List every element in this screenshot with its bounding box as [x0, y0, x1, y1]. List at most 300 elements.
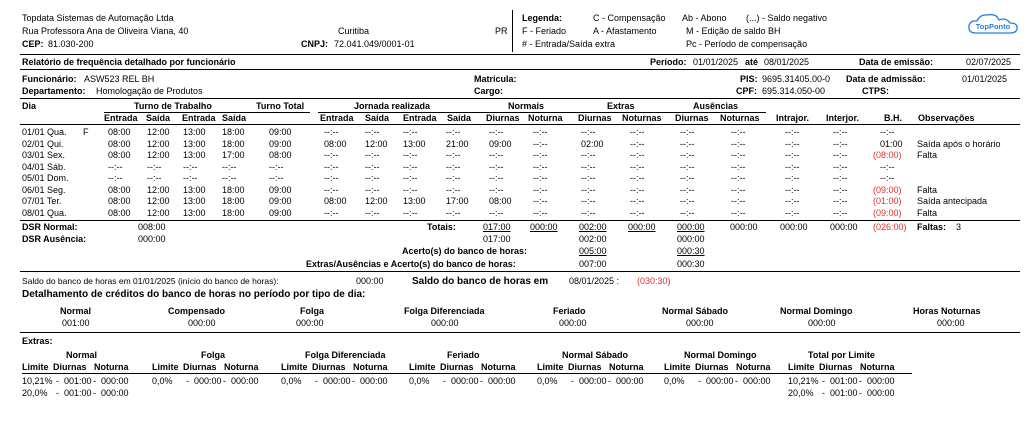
extras-dash: -: [315, 376, 318, 386]
row-extras-noturnas: --:--: [630, 150, 645, 160]
saldo-label: Saldo do banco de horas em: [412, 276, 549, 287]
row-jornada-cell: --:--: [324, 173, 339, 183]
extras-sub-header: Diurnas: [695, 362, 729, 372]
row-jornada-cell: --:--: [403, 150, 418, 160]
admissao-label: Data de admissão:: [846, 74, 926, 84]
row-bh: (09:00): [873, 208, 902, 218]
faltas-value: 3: [956, 222, 962, 232]
row-day: 05/01 Dom.: [22, 173, 69, 183]
row-turno-cell: 12:00: [147, 139, 170, 149]
row-aus-diurnas: --:--: [680, 139, 695, 149]
row-normais-noturnas: --:--: [533, 150, 548, 160]
row-normais-diurnas: --:--: [489, 208, 504, 218]
extras-dash: -: [822, 376, 825, 386]
subheader-cell: Saída: [365, 113, 390, 123]
legend-item: Pc - Período de compensação: [686, 39, 808, 49]
row-turno-cell: 12:00: [147, 196, 170, 206]
row-interjor: --:--: [833, 173, 848, 183]
row-turno-total: 09:00: [269, 196, 292, 206]
legend-item: (...) - Saldo negativo: [746, 13, 828, 23]
extras-sub-header: Limite: [788, 362, 815, 372]
row-extras-noturnas: --:--: [630, 127, 645, 137]
extras-sub-header: Noturna: [609, 362, 644, 372]
subheader-cell: Saída: [222, 113, 247, 123]
row-bh: 01:00: [880, 139, 903, 149]
row-turno-cell: --:--: [147, 173, 162, 183]
row-intrajor: --:--: [785, 139, 800, 149]
extras-dash: -: [859, 376, 862, 386]
extras-dash: -: [443, 376, 446, 386]
total-aus-noturnas: 000:00: [730, 222, 758, 232]
subheader-cell: Noturna: [528, 113, 563, 123]
cpf-value: 695.314.050-00: [762, 86, 826, 96]
row-normais-noturnas: --:--: [533, 162, 548, 172]
row-jornada-cell: --:--: [365, 208, 380, 218]
extras-noturna: 000:00: [101, 376, 129, 386]
company-state: PR: [495, 26, 508, 36]
row-intrajor: --:--: [785, 208, 800, 218]
total-extras-2: 002:00: [579, 234, 607, 244]
row-turno-cell: 12:00: [147, 150, 170, 160]
row-day: 04/01 Sáb.: [22, 162, 66, 172]
row-extras-noturnas: --:--: [630, 173, 645, 183]
subheader-cell: Intrajor.: [776, 113, 810, 123]
det-col-value: 000:00: [296, 318, 324, 328]
extras-limite: 0,0%: [409, 376, 430, 386]
row-interjor: --:--: [833, 196, 848, 206]
det-col-value: 000:00: [808, 318, 836, 328]
saldo-inicio-value: 000:00: [356, 276, 384, 286]
total-extras-diurnas: 002:00: [579, 222, 607, 232]
subheader-cell: Entrada: [320, 113, 354, 123]
row-bh: (08:00): [873, 150, 902, 160]
row-aus-noturnas: --:--: [731, 208, 746, 218]
row-turno-total: 09:00: [269, 139, 292, 149]
row-aus-noturnas: --:--: [731, 173, 746, 183]
extras-noturna: 000:00: [488, 376, 516, 386]
hdr-dia: Dia: [22, 101, 37, 111]
legend-item: # - Entrada/Saída extra: [522, 39, 616, 49]
pis-label: PIS:: [740, 74, 758, 84]
legend-item: M - Edição de saldo BH: [686, 26, 781, 36]
row-jornada-cell: 13:00: [403, 139, 426, 149]
func-value: ASW523 REL BH: [84, 74, 155, 84]
row-intrajor: --:--: [785, 173, 800, 183]
det-col-value: 000:00: [686, 318, 714, 328]
pis-value: 9695.31405.00-0: [762, 74, 831, 84]
extras-diurnas: 000:00: [194, 376, 222, 386]
row-bh: --:--: [880, 162, 895, 172]
subheader-cell: Diurnas: [675, 113, 709, 123]
row-extras-diurnas: 02:00: [581, 139, 604, 149]
row-normais-noturnas: --:--: [533, 196, 548, 206]
row-jornada-cell: --:--: [446, 185, 461, 195]
saldo-inicio-label: Saldo do banco de horas em 01/01/2025 (início do banco de horas):: [22, 276, 279, 286]
row-jornada-cell: --:--: [446, 208, 461, 218]
extras-dash: -: [93, 388, 96, 398]
extras-dash: -: [56, 376, 59, 386]
logo-text: TopPonto: [975, 22, 1011, 31]
subheader-cell: Noturnas: [720, 113, 760, 123]
extras-group-header: Normal Sábado: [562, 350, 629, 360]
row-aus-diurnas: --:--: [680, 162, 695, 172]
row-aus-noturnas: --:--: [731, 162, 746, 172]
row-jornada-cell: --:--: [365, 162, 380, 172]
row-obs: Saída antecipada: [917, 196, 988, 206]
row-aus-diurnas: --:--: [680, 208, 695, 218]
row-jornada-cell: --:--: [324, 185, 339, 195]
extras-group-header: Total por Limite: [808, 350, 875, 360]
dept-value: Homologação de Produtos: [96, 86, 203, 96]
row-jornada-cell: --:--: [365, 173, 380, 183]
row-turno-cell: 12:00: [147, 127, 170, 137]
row-turno-cell: 08:00: [108, 185, 131, 195]
det-col-header: Normal Sábado: [662, 306, 729, 316]
row-turno-total: --:--: [269, 173, 284, 183]
extras-limite: 10,21%: [788, 376, 819, 386]
extras-dash: -: [698, 376, 701, 386]
row-jornada-cell: --:--: [403, 127, 418, 137]
row-aus-noturnas: --:--: [731, 150, 746, 160]
hdr-jornada: Jornada realizada: [354, 101, 431, 111]
det-col-value: 000:00: [188, 318, 216, 328]
total-aus-diurnas: 000:00: [677, 222, 705, 232]
row-turno-cell: 17:00: [222, 150, 245, 160]
saldo-value: (030:30): [637, 276, 671, 286]
row-jornada-cell: --:--: [446, 162, 461, 172]
row-normais-noturnas: --:--: [533, 173, 548, 183]
subheader-cell: Entrada: [403, 113, 437, 123]
extras-sub-header: Noturna: [224, 362, 259, 372]
cep-label: CEP:: [22, 39, 44, 49]
row-flag: F: [83, 127, 89, 137]
hdr-ausencias: Ausências: [693, 101, 739, 111]
extras-sub-header: Limite: [664, 362, 691, 372]
total-extras-noturnas: 000:00: [628, 222, 656, 232]
row-day: 07/01 Ter.: [22, 196, 62, 206]
admissao-value: 01/01/2025: [962, 74, 1008, 84]
subheader-cell: Entrada: [182, 113, 216, 123]
row-intrajor: --:--: [785, 196, 800, 206]
emission-label: Data de emissão:: [859, 57, 934, 67]
extras-group-header: Normal: [66, 350, 98, 360]
row-aus-noturnas: --:--: [731, 185, 746, 195]
row-normais-noturnas: --:--: [533, 185, 548, 195]
row-jornada-cell: --:--: [403, 162, 418, 172]
row-turno-cell: --:--: [147, 162, 162, 172]
row-extras-noturnas: --:--: [630, 185, 645, 195]
row-jornada-cell: 21:00: [446, 139, 469, 149]
cnpj-label: CNPJ:: [301, 39, 329, 49]
total-bh: (026:00): [873, 222, 907, 232]
extras-sub-header: Diurnas: [440, 362, 474, 372]
legend-item: Ab - Abono: [682, 13, 727, 23]
extras-sub-header: Diurnas: [183, 362, 217, 372]
extras-noturna: 000:00: [743, 376, 771, 386]
extras-sub-header: Noturna: [353, 362, 388, 372]
company-street: Rua Professora Ana de Oliveira Viana, 40: [22, 26, 189, 36]
row-turno-cell: 18:00: [222, 185, 245, 195]
row-extras-noturnas: --:--: [630, 162, 645, 172]
row-extras-diurnas: --:--: [581, 162, 596, 172]
legend-item: C - Compensação: [593, 13, 666, 23]
row-turno-cell: --:--: [108, 173, 123, 183]
row-jornada-cell: 12:00: [365, 196, 388, 206]
cnpj-value: 72.041.049/0001-01: [334, 39, 415, 49]
extras-diurnas: 001:00: [830, 388, 858, 398]
row-interjor: --:--: [833, 150, 848, 160]
det-col-header: Normal Domingo: [780, 306, 853, 316]
extras-limite: 20,0%: [788, 388, 814, 398]
extras-limite: 20,0%: [22, 388, 48, 398]
row-turno-cell: 13:00: [183, 150, 206, 160]
subheader-cell: Interjor.: [826, 113, 860, 123]
subheader-cell: Saída: [146, 113, 171, 123]
row-turno-cell: 08:00: [108, 127, 131, 137]
row-interjor: --:--: [833, 208, 848, 218]
row-intrajor: --:--: [785, 185, 800, 195]
row-turno-cell: 18:00: [222, 196, 245, 206]
acerto-label: Acerto(s) do banco de horas:: [402, 246, 528, 256]
ea-extras: 007:00: [579, 259, 607, 269]
row-normais-noturnas: --:--: [533, 139, 548, 149]
extras-noturna: 000:00: [360, 376, 388, 386]
total-normais-diurnas: 017:00: [483, 222, 511, 232]
det-col-value: 001:00: [62, 318, 90, 328]
row-turno-cell: --:--: [222, 162, 237, 172]
row-turno-cell: 12:00: [147, 208, 170, 218]
row-aus-noturnas: --:--: [731, 139, 746, 149]
extras-dash: -: [822, 388, 825, 398]
extras-dash: -: [608, 376, 611, 386]
row-aus-noturnas: --:--: [731, 196, 746, 206]
extras-group-header: Normal Domingo: [684, 350, 757, 360]
row-aus-diurnas: --:--: [680, 196, 695, 206]
extras-sub-header: Limite: [537, 362, 564, 372]
extras-diurnas: 001:00: [64, 388, 92, 398]
row-turno-cell: 13:00: [183, 208, 206, 218]
dept-label: Departamento:: [22, 86, 86, 96]
matricula-label: Matricula:: [474, 74, 517, 84]
period-to: 08/01/2025: [764, 57, 810, 67]
report-title: Relatório de frequência detalhado por funcionário: [22, 57, 236, 67]
row-jornada-cell: --:--: [365, 185, 380, 195]
extras-limite: 0,0%: [152, 376, 173, 386]
row-turno-total: 09:00: [269, 185, 292, 195]
row-jornada-cell: --:--: [403, 185, 418, 195]
row-aus-noturnas: --:--: [731, 127, 746, 137]
total-normais-2: 017:00: [483, 234, 511, 244]
subheader-cell: Diurnas: [486, 113, 520, 123]
row-normais-diurnas: --:--: [489, 173, 504, 183]
ea-label: Extras/Ausências e Acerto(s) do banco de horas:: [306, 259, 516, 269]
row-turno-total: 09:00: [269, 127, 292, 137]
row-turno-cell: --:--: [108, 162, 123, 172]
row-obs: Falta: [917, 185, 938, 195]
extras-sub-header: Diurnas: [53, 362, 87, 372]
cep-value: 81.030-200: [48, 39, 94, 49]
row-turno-cell: 18:00: [222, 127, 245, 137]
emission-date: 02/07/2025: [966, 57, 1012, 67]
row-normais-diurnas: --:--: [489, 127, 504, 137]
row-jornada-cell: --:--: [324, 162, 339, 172]
row-turno-cell: --:--: [222, 173, 237, 183]
extras-sub-header: Limite: [281, 362, 308, 372]
row-normais-diurnas: 09:00: [489, 139, 512, 149]
extras-diurnas: 001:00: [830, 376, 858, 386]
row-turno-cell: --:--: [183, 162, 198, 172]
det-col-header: Feriado: [553, 306, 586, 316]
row-extras-noturnas: --:--: [630, 208, 645, 218]
row-normais-noturnas: --:--: [533, 127, 548, 137]
row-aus-diurnas: --:--: [680, 173, 695, 183]
extras-dash: -: [223, 376, 226, 386]
subheader-cell: Noturnas: [622, 113, 662, 123]
row-jornada-cell: --:--: [365, 127, 380, 137]
row-extras-diurnas: --:--: [581, 208, 596, 218]
extras-limite: 0,0%: [664, 376, 685, 386]
row-turno-cell: 08:00: [108, 196, 131, 206]
extras-dash: -: [571, 376, 574, 386]
row-day: 02/01 Qui.: [22, 139, 64, 149]
legend-item: F - Feriado: [522, 26, 567, 36]
dsr-aus-label: DSR Ausência:: [22, 234, 87, 244]
row-jornada-cell: 08:00: [324, 196, 347, 206]
row-interjor: --:--: [833, 162, 848, 172]
row-day: 03/01 Sex.: [22, 150, 66, 160]
row-turno-cell: 18:00: [222, 208, 245, 218]
legend-item: A - Afastamento: [593, 26, 657, 36]
row-turno-total: 08:00: [269, 150, 292, 160]
row-obs: Falta: [917, 150, 938, 160]
company-name: Topdata Sistemas de Automação Ltda: [22, 13, 174, 23]
extras-diurnas: 000:00: [323, 376, 351, 386]
row-turno-total: --:--: [269, 162, 284, 172]
extras-limite: 0,0%: [537, 376, 558, 386]
row-extras-diurnas: --:--: [581, 185, 596, 195]
row-normais-diurnas: 08:00: [489, 196, 512, 206]
row-jornada-cell: --:--: [446, 173, 461, 183]
row-normais-diurnas: --:--: [489, 150, 504, 160]
detalhamento-title: Detalhamento de créditos do banco de horas no período por tipo de dia:: [22, 289, 366, 300]
row-interjor: --:--: [833, 127, 848, 137]
row-jornada-cell: 12:00: [365, 139, 388, 149]
row-bh: (01:00): [873, 196, 902, 206]
extras-noturna: 000:00: [867, 388, 895, 398]
row-extras-diurnas: --:--: [581, 196, 596, 206]
subheader-cell: B.H.: [884, 113, 902, 123]
period-from: 01/01/2025: [693, 57, 739, 67]
row-normais-diurnas: --:--: [489, 185, 504, 195]
row-extras-diurnas: --:--: [581, 173, 596, 183]
extras-noturna: 000:00: [867, 376, 895, 386]
hdr-extras: Extras: [607, 101, 635, 111]
row-extras-noturnas: --:--: [630, 139, 645, 149]
row-turno-cell: 13:00: [183, 139, 206, 149]
row-jornada-cell: 13:00: [403, 196, 426, 206]
cpf-label: CPF:: [736, 86, 757, 96]
extras-noturna: 000:00: [231, 376, 259, 386]
extras-group-header: Folga Diferenciada: [305, 350, 386, 360]
det-col-value: 000:00: [559, 318, 587, 328]
row-jornada-cell: --:--: [403, 173, 418, 183]
row-interjor: --:--: [833, 139, 848, 149]
extras-limite: 10,21%: [22, 376, 53, 386]
det-col-header: Folga: [300, 306, 324, 316]
extras-group-header: Feriado: [447, 350, 480, 360]
dsr-normal-label: DSR Normal:: [22, 222, 78, 232]
row-normais-noturnas: --:--: [533, 208, 548, 218]
row-day: 08/01 Qua.: [22, 208, 67, 218]
row-turno-cell: --:--: [183, 173, 198, 183]
extras-limite: 0,0%: [281, 376, 302, 386]
row-turno-cell: 08:00: [108, 150, 131, 160]
row-turno-cell: 18:00: [222, 139, 245, 149]
hdr-turno-total: Turno Total: [256, 101, 305, 111]
row-turno-cell: 08:00: [108, 139, 131, 149]
det-col-header: Horas Noturnas: [913, 306, 981, 316]
extras-diurnas: 000:00: [579, 376, 607, 386]
extras-diurnas: 000:00: [451, 376, 479, 386]
row-jornada-cell: --:--: [324, 150, 339, 160]
totais-label: Totais:: [427, 222, 456, 232]
period-ate: até: [745, 57, 759, 67]
dsr-normal-value: 008:00: [138, 222, 166, 232]
row-intrajor: --:--: [785, 162, 800, 172]
row-normais-diurnas: --:--: [489, 162, 504, 172]
extras-group-header: Folga: [201, 350, 225, 360]
extras-dash: -: [735, 376, 738, 386]
row-bh: --:--: [880, 127, 895, 137]
det-col-header: Folga Diferenciada: [404, 306, 485, 316]
extras-noturna: 000:00: [616, 376, 644, 386]
total-normais-noturnas: 000:00: [530, 222, 558, 232]
extras-sub-header: Diurnas: [819, 362, 853, 372]
hdr-normais: Normais: [508, 101, 545, 111]
subheader-cell: Saída: [447, 113, 472, 123]
extras-diurnas: 001:00: [64, 376, 92, 386]
acerto-aus: 000:30: [677, 246, 705, 256]
extras-sub-header: Limite: [22, 362, 49, 372]
faltas-label: Faltas:: [917, 222, 947, 232]
extras-sub-header: Diurnas: [568, 362, 602, 372]
row-jornada-cell: 17:00: [446, 196, 469, 206]
total-interjor: 000:00: [830, 222, 858, 232]
total-intrajor: 000:00: [780, 222, 808, 232]
subheader-cell: Entrada: [104, 113, 138, 123]
row-extras-noturnas: --:--: [630, 196, 645, 206]
subheader-cell: Diurnas: [578, 113, 612, 123]
det-col-value: 000:00: [431, 318, 459, 328]
hdr-turno: Turno de Trabalho: [134, 101, 212, 111]
row-day: 06/01 Seg.: [22, 185, 66, 195]
legend-title: Legenda:: [522, 13, 563, 23]
row-turno-total: 09:00: [269, 208, 292, 218]
topponto-logo-icon: [966, 11, 1020, 39]
extras-noturna: 000:00: [101, 388, 129, 398]
saldo-date: 08/01/2025 :: [569, 276, 620, 286]
ea-aus: 000:30: [677, 259, 705, 269]
total-aus-2: 000:00: [677, 234, 705, 244]
extras-dash: -: [859, 388, 862, 398]
row-bh: (09:00): [873, 185, 902, 195]
det-col-value: 000:00: [937, 318, 965, 328]
extras-sub-header: Limite: [409, 362, 436, 372]
row-jornada-cell: --:--: [324, 127, 339, 137]
row-turno-cell: 12:00: [147, 185, 170, 195]
det-col-header: Normal: [60, 306, 92, 316]
row-jornada-cell: --:--: [365, 150, 380, 160]
